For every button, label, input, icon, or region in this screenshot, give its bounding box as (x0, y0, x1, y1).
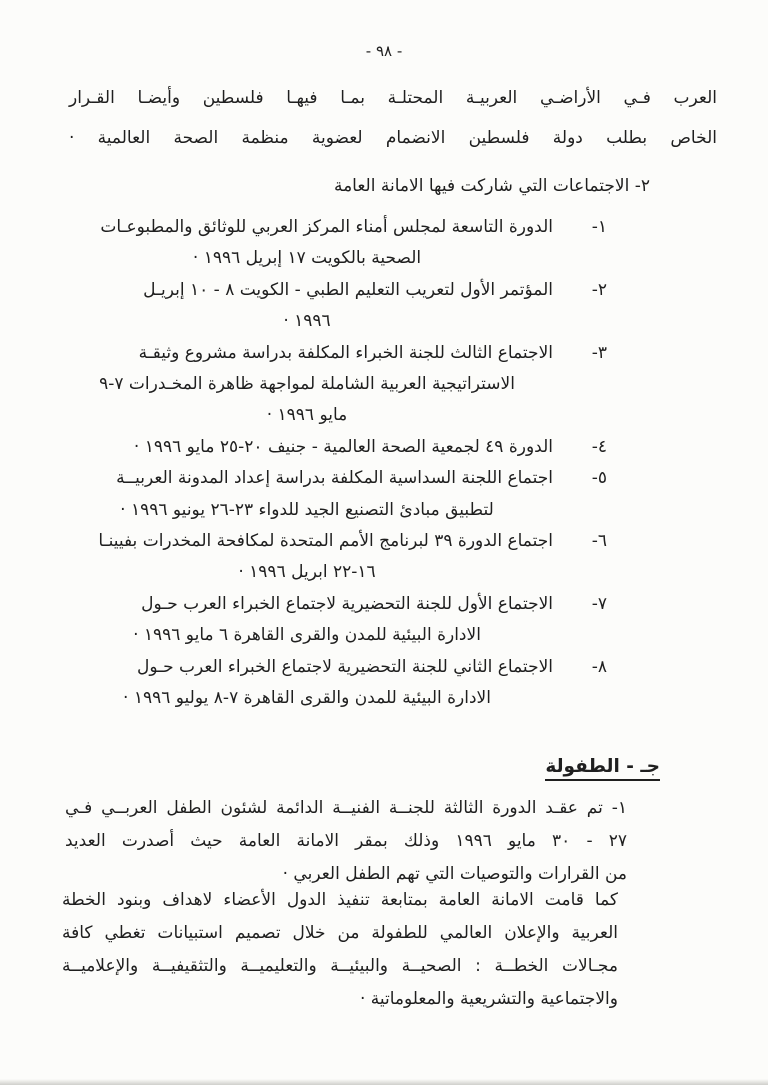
item-line: الصحية بالكويت ١٧ إبريل ١٩٩٦ · (192, 248, 422, 269)
meetings-section-heading: ٢- الاجتماعات التي شاركت فيها الامانة العامة (333, 176, 650, 196)
childhood-section-heading: جـ - الطفولة (545, 756, 660, 781)
item-line: الادارة البيئية للمدن والقرى القاهرة ٦ مايو ١٩٩٦ · (133, 625, 481, 646)
item-number: ٦- (591, 531, 607, 552)
item-number: ٢- (591, 279, 607, 300)
item-text (61, 652, 553, 715)
paragraph-line: ٢٧ - ٣٠ مايو ١٩٩٦ وذلك بمقر الامانة العامة حيث أصدرت العديد (65, 831, 628, 851)
meeting-item (61, 463, 607, 526)
item-line: الاجتماع الأول للجنة التحضيرية لاجتماع الخبراء العرب حـول (141, 593, 553, 614)
meeting-item (61, 526, 607, 589)
item-line: ١٩٩٦ · (283, 311, 331, 332)
scan-edge-shadow (0, 1079, 768, 1085)
page-number: - ٩٨ - (365, 42, 403, 60)
item-text (61, 275, 553, 338)
meeting-item (61, 589, 607, 652)
item-text (61, 463, 553, 526)
item-line: لتطبيق مبادئ التصنيع الجيد للدواء ٢٣-٢٦ يونيو ١٩٩٦ · (120, 499, 494, 520)
childhood-paragraph-2 (62, 884, 618, 1016)
item-number: ٧- (591, 593, 607, 614)
meeting-item (61, 212, 607, 275)
item-text (61, 526, 553, 589)
meeting-item (61, 432, 607, 463)
item-number: ٤- (591, 436, 607, 457)
item-line: الادارة البيئية للمدن والقرى القاهرة ٧-٨ يوليو ١٩٩٦ · (123, 688, 491, 709)
item-line: الدورة ٤٩ لجمعية الصحة العالمية - جنيف ٢٠-٢٥ مايو ١٩٩٦ · (133, 436, 553, 457)
item-text (61, 338, 553, 432)
item-line: المؤتمر الأول لتعريب التعليم الطبي - الكويت ٨ - ١٠ إبريـل (143, 279, 553, 300)
item-line: الاجتماع الثاني للجنة التحضيرية لاجتماع الخبراء العرب حـول (137, 656, 553, 677)
item-number: ١- (591, 217, 607, 237)
paragraph-line: من القرارات والتوصيات التي تهم الطفل العربي · (282, 864, 627, 884)
paragraph-line: كما قامت الامانة العامة بمتابعة تنفيذ الدول الأعضاء لاهداف وبنود الخطة (62, 890, 618, 910)
item-number: ٣- (591, 342, 607, 363)
intro-line: العرب فـي الأراضـي العربيـة المحتلـة بمـا فيهـا فلسطين وأيضـا القـرار (69, 88, 717, 108)
meetings-list (61, 212, 607, 715)
paragraph-line: ١- تم عقـد الدورة الثالثة للجنــة الفنيــة الدائمة لشئون الطفل العربــي فـي (65, 798, 627, 818)
meeting-item (61, 338, 607, 432)
meeting-item (61, 275, 607, 338)
item-text (61, 432, 553, 463)
intro-paragraph (69, 78, 717, 158)
item-line: الاستراتيجية العربية الشاملة لمواجهة ظاهرة المخـدرات ٧-٩ (99, 374, 515, 395)
item-number: ٥- (591, 468, 607, 489)
item-line: الاجتماع الثالث للجنة الخبراء المكلفة بدراسة مشروع وثيقـة (138, 342, 553, 363)
item-line: اجتماع الدورة ٣٩ لبرنامج الأمم المتحدة لمكافحة المخدرات بفيينـا (98, 531, 553, 552)
childhood-paragraph-1 (65, 792, 627, 891)
paragraph-line: والاجتماعية والتشريعية والمعلوماتية · (359, 989, 618, 1009)
meeting-item (61, 652, 607, 715)
item-line: ١٦-٢٢ ابريل ١٩٩٦ · (238, 562, 376, 583)
item-line: اجتماع اللجنة السداسية المكلفة بدراسة إعداد المدونة العربيــة (116, 468, 553, 489)
intro-line: الخاص بطلب دولة فلسطين الانضمام لعضوية منظمة الصحة العالمية · (69, 128, 717, 148)
item-line: الدورة التاسعة لمجلس أمناء المركز العربي للوثائق والمطبوعـات (100, 217, 553, 237)
item-text (61, 589, 553, 652)
item-number: ٨- (591, 656, 607, 677)
paragraph-line: العربية والإعلان العالمي للطفولة من خلال تصميم استبيانات تغطي كافة (62, 923, 618, 943)
item-text (61, 212, 553, 275)
item-line: مايو ١٩٩٦ · (266, 405, 348, 426)
paragraph-line: مجـالات الخطــة : الصحيــة والبيئيــة والتعليميــة والتثقيفيــة والإعلاميــة (62, 956, 618, 976)
